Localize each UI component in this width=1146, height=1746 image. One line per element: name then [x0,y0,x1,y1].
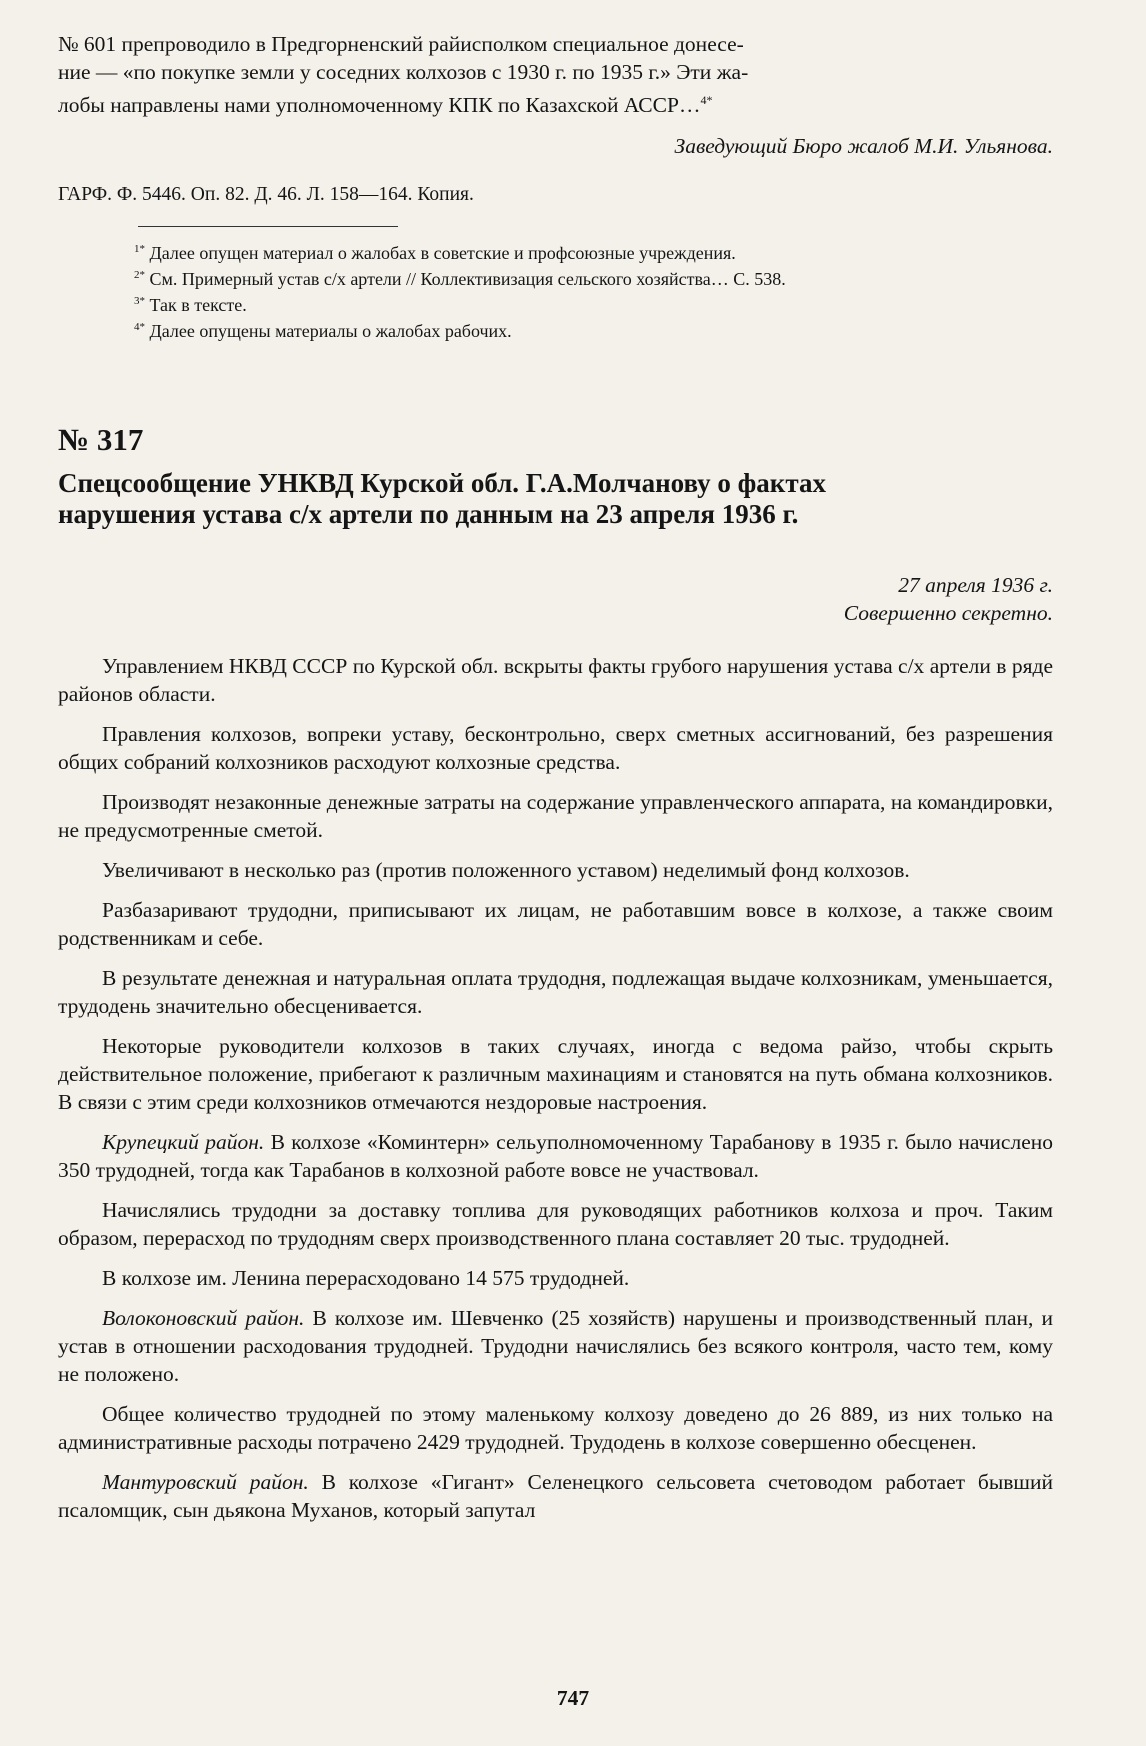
document-number: № 317 [58,422,144,457]
paragraph: В результате денежная и натуральная оплата трудодня, подлежащая выдаче колхозникам, уменьшается, трудодень значительно обесценивается. [58,966,1053,1018]
footnote-4: $^{4*}$ Далее опущены материалы о жалобах рабочих. [134,321,512,341]
paragraph: Крупецкий район. В колхозе «Коминтерн» сельуполномоченному Тарабанову в 1935 г. было начислено 350 трудодней, тогда как Тарабанов в колхозной работе вовсе не участвовал. [58,1130,1053,1182]
paragraph: Правления колхозов, вопреки уставу, бесконтрольно, сверх сметных ассигнований, без разрешения общих собраний колхозников расходуют колхозные средства. [58,722,1053,774]
paragraph: Разбазаривают трудодни, приписывают их лицам, не работавшим вовсе в колхозе, а также своим родственникам и себе. [58,898,1053,950]
paragraph: Производят незаконные денежные затраты на содержание управленческого аппарата, на командировки, не предусмотренные сметой. [58,790,1053,842]
footnote-rule [138,226,398,227]
district-name: Крупецкий район. [102,1130,265,1154]
top-continuation [58,30,1053,119]
archive-source: ГАРФ. Ф. 5446. Оп. 82. Д. 46. Л. 158—164. Копия. [58,184,474,205]
paragraph: Мантуровский район. В колхозе «Гигант» Селенецкого сельсовета счетоводом работает бывший псаломщик, сын дьякона Муханов, который запутал [58,1470,1053,1522]
paragraph: В колхозе им. Ленина перерасходовано 14 575 трудодней. [102,1266,630,1290]
signature: Заведующий Бюро жалоб М.И. Ульянова. [674,134,1053,158]
district-name: Мантуровский район. [102,1470,309,1494]
top-line-1: № 601 препроводило в Предгорненский райисполком специальное донесе- [58,32,744,56]
document-title: Спецсообщение УНКВД Курской обл. Г.А.Молчанову о фактах нарушения устава с/х артели по данным на 23 апреля 1936 г. [58,468,826,529]
classification-stamp: Совершенно секретно. [843,601,1053,625]
paragraph: Управлением НКВД СССР по Курской обл. вскрыты факты грубого нарушения устава с/х артели в ряде районов области. [58,654,1053,706]
paragraph: Общее количество трудодней по этому маленькому колхозу доведено до 26 889, из них только на административные расходы потрачено 2429 трудодней. Трудодень в колхозе совершенно обесценен. [58,1402,1053,1454]
paragraph: Увеличивают в несколько раз (против положенного уставом) неделимый фонд колхозов. [102,858,910,882]
district-name: Волоконовский район. [102,1306,305,1330]
top-line-2: ние — «по покупке земли у соседних колхозов с 1930 г. по 1935 г.» Эти жа- [58,60,749,84]
paragraph: Начислялись трудодни за доставку топлива для руководящих работников колхоза и проч. Таким образом, перерасход по трудодням сверх производственного плана составляет 20 тыс. трудодней. [58,1198,1053,1250]
document-date: 27 апреля 1936 г. [898,573,1053,597]
paragraph: Некоторые руководители колхозов в таких случаях, иногда с ведома райзо, чтобы скрыть действительное положение, прибегают к различным махинациям и становятся на путь обмана колхозников. В связи с этим среди колхозников отмечаются нездоровые настроения. [58,1034,1053,1114]
document-body [58,652,1053,1524]
footnote-3: $^{3*}$ Так в тексте. [134,295,247,315]
footnote-1: $^{1*}$ Далее опущен материал о жалобах в советские и профсоюзные учреждения. [134,243,736,263]
footnotes [58,238,1053,342]
paragraph: Волоконовский район. В колхозе им. Шевченко (25 хозяйств) нарушены и производственный план, и устав в отношении расходования трудодней. Трудодни начислялись без всякого контроля, часто тем, кому не положено. [58,1306,1053,1386]
footnote-2: $^{2*}$ См. Примерный устав с/х артели // Коллективизация сельского хозяйства… С. 538. [134,269,786,289]
top-line-3: лобы направлены нами уполномоченному КПК по Казахской АССР…$^{4*}$ [58,93,713,118]
page-number: 747 [556,1686,590,1710]
